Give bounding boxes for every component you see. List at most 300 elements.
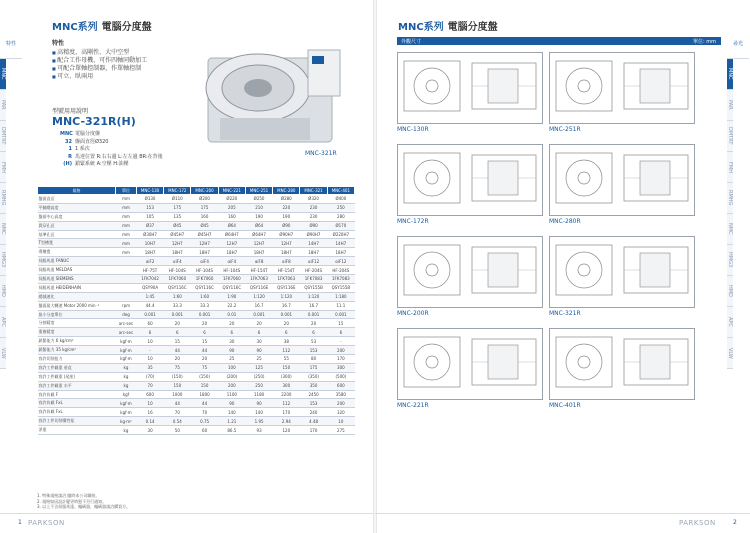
table-header: 規格 (38, 187, 116, 195)
table-cell: HF-154T (273, 266, 300, 275)
table-row (38, 257, 355, 266)
table-cell: 18H7 (136, 248, 163, 257)
brand-name: PARKSON (28, 519, 65, 527)
table-cell: 6 (191, 328, 218, 337)
legend-row (60, 146, 163, 154)
table-row (38, 417, 355, 426)
table-cell: 1FK7083 (327, 275, 354, 284)
table-row (38, 408, 355, 417)
table-cell: 22.2 (218, 301, 245, 310)
model-code: MNC-321R(H) (52, 115, 136, 128)
legend-key: 1 (68, 146, 72, 153)
table-cell: kgf·m (116, 337, 137, 346)
table-cell: 20 (164, 355, 191, 364)
tab-3[interactable]: DMTRT (0, 121, 6, 152)
table-cell: HF-104S (191, 266, 218, 275)
legend-row (60, 161, 163, 169)
tab-2[interactable]: PAR (727, 90, 733, 121)
table-cell: 伺服馬達 HEIDENHAIN (38, 283, 116, 292)
table-cell: 淨重 (38, 426, 116, 435)
table-cell: 150 (191, 381, 218, 390)
table-row (38, 328, 355, 337)
drawing-label: MNC-130R (397, 126, 429, 133)
table-cell: 基準孔徑 (38, 230, 116, 239)
page-number: 2 (733, 519, 737, 526)
table-header: MNC-251 (245, 187, 272, 195)
table-cell: 50 (164, 426, 191, 435)
table-cell: 0.14 (136, 417, 163, 426)
table-cell: 1FK7063 (273, 275, 300, 284)
spec-table (37, 186, 355, 435)
table-cell (116, 257, 137, 266)
table-header: MNC-172 (164, 187, 191, 195)
table-cell: 153 (300, 399, 327, 408)
table-cell: 容許工件載重 (尾座) (38, 372, 116, 381)
tab-4[interactable]: FMH (0, 152, 6, 183)
table-cell: 導槽寬 (38, 248, 116, 257)
table-row (38, 292, 355, 301)
table-cell: αiF8 (273, 257, 300, 266)
table-cell: (70) (136, 372, 163, 381)
table-row (38, 346, 355, 355)
table-cell: 230 (300, 212, 327, 221)
table-cell: αiF8 (245, 257, 272, 266)
table-cell: 6 (164, 328, 191, 337)
table-cell: Ø400 (327, 195, 354, 204)
table-cell: 0.01 (218, 310, 245, 319)
table-cell: 1:180 (327, 292, 354, 301)
table-cell: QSY116C (191, 283, 218, 292)
table-cell: 6 (245, 328, 272, 337)
table-cell: 25 (218, 355, 245, 364)
table-cell: 33.3 (164, 301, 191, 310)
table-cell: QSY116C (164, 283, 191, 292)
table-cell: 175 (164, 203, 191, 212)
table-cell: - (327, 337, 354, 346)
table-cell: 55 (273, 355, 300, 364)
table-cell: 70 (136, 381, 163, 390)
table-cell: kg (116, 426, 137, 435)
left-title: MNC系列 電腦分度盤 (52, 22, 152, 33)
table-row (38, 248, 355, 257)
tab-1[interactable]: MNC (727, 59, 733, 90)
table-cell: 1:45 (136, 292, 163, 301)
table-cell: 20 (245, 319, 272, 328)
table-header: MNC-401 (327, 187, 354, 195)
table-cell: 18H7 (164, 248, 191, 257)
drawing-mnc-280r (549, 144, 695, 216)
legend-text: 電腦分度盤 (75, 131, 101, 137)
tab-8[interactable]: HMD (0, 276, 6, 307)
table-cell: 175 (191, 203, 218, 212)
table-cell: rpm (116, 301, 137, 310)
table-cell: 20 (191, 319, 218, 328)
table-cell: 1FK7042 (136, 275, 163, 284)
table-cell: 190 (273, 212, 300, 221)
table-cell: 16.7 (245, 301, 272, 310)
legend-key: MNC (60, 131, 73, 137)
table-cell: Ø64H7 (245, 230, 272, 239)
table-cell: 12H7 (245, 239, 272, 248)
table-cell: 14H7 (327, 239, 354, 248)
tab-5[interactable]: RMHG (0, 183, 6, 214)
tab-3[interactable]: DMTRT (727, 121, 733, 152)
tab-6[interactable]: NMC (0, 214, 6, 245)
table-cell: 220 (273, 203, 300, 212)
table-cell: 175 (300, 363, 327, 372)
table-row (38, 212, 355, 221)
table-cell: 153 (300, 346, 327, 355)
table-cell: (150) (164, 372, 191, 381)
table-cell: αiF4 (191, 257, 218, 266)
drawing-label: MNC-401R (549, 402, 581, 409)
table-cell: 300 (273, 381, 300, 390)
feature-list (52, 38, 147, 81)
drawing-label: MNC-200R (397, 310, 429, 317)
table-cell: 1:90 (218, 292, 245, 301)
table-cell: 30 (245, 337, 272, 346)
table-row (38, 203, 355, 212)
drawing-mnc-221r (397, 328, 543, 400)
footnote: 1. 特殊規格請洽 隨時本公司聯絡。 (37, 493, 100, 498)
table-cell: 15 (164, 337, 191, 346)
right-title: MNC系列 電腦分度盤 (398, 22, 498, 33)
table-cell: mm (116, 221, 137, 230)
table-cell: 350 (300, 381, 327, 390)
table-cell: 150 (164, 381, 191, 390)
table-cell: - (136, 346, 163, 355)
table-cell: 0.001 (136, 310, 163, 319)
table-cell: 250 (327, 203, 354, 212)
table-cell: 300 (327, 363, 354, 372)
table-cell: 93 (245, 426, 272, 435)
table-row (38, 266, 355, 275)
table-cell: 205 (218, 203, 245, 212)
table-row (38, 319, 355, 328)
tab-5[interactable]: RMHG (727, 183, 733, 214)
table-cell: 伺服馬達 FANUC (38, 257, 116, 266)
table-row (38, 390, 355, 399)
model-legend (60, 131, 163, 169)
table-cell (116, 266, 137, 275)
table-cell: Ø110 (164, 195, 191, 204)
table-cell (116, 275, 137, 284)
table-cell: 鎖緊能力 6 kg/cm² (38, 337, 116, 346)
table-cell: 250 (245, 381, 272, 390)
table-cell: 伺服馬達 SIEMENS (38, 275, 116, 284)
table-cell: 30 (136, 426, 163, 435)
table-cell: Ø64 (245, 221, 272, 230)
table-cell: Ø170 (327, 221, 354, 230)
table-row (38, 239, 355, 248)
table-cell: arc-sec (116, 319, 137, 328)
table-cell: HF-75T (136, 266, 163, 275)
legend-text: 盤面直徑Ø320 (75, 138, 109, 145)
table-cell: 6 (218, 328, 245, 337)
model-heading: 型號用用說明 (52, 108, 89, 115)
table-cell: Ø45 (164, 221, 191, 230)
table-cell (116, 283, 137, 292)
legend-key: 32 (65, 138, 72, 145)
legend-text: 1 系次 (75, 146, 90, 153)
tab-4[interactable]: FMH (727, 152, 733, 183)
table-cell: kg (116, 363, 137, 372)
table-cell: Ø64 (218, 221, 245, 230)
table-cell: 30 (218, 337, 245, 346)
table-cell: 盤面中心高度 (38, 212, 116, 221)
table-cell: 3580 (327, 390, 354, 399)
table-cell: 1100 (218, 390, 245, 399)
table-header: MNC-221 (218, 187, 245, 195)
table-cell: Ø37 (136, 221, 163, 230)
table-cell: QSY116E (245, 283, 272, 292)
table-cell: 容許切削扭力 (38, 355, 116, 364)
tab-7[interactable]: HMG3 (0, 245, 6, 276)
table-row (38, 381, 355, 390)
table-cell: 1:60 (164, 292, 191, 301)
table-cell: 38 (273, 337, 300, 346)
table-row (38, 301, 355, 310)
table-row (38, 337, 355, 346)
tab-9[interactable]: APC (0, 307, 6, 338)
table-cell: HF-104S (164, 266, 191, 275)
table-cell: 2.94 (273, 417, 300, 426)
table-cell: 盤面最大轉速 Motor 2000 min⁻¹ (38, 301, 116, 310)
tab-6[interactable]: NMC (727, 214, 733, 245)
table-cell: Ø90H7 (273, 230, 300, 239)
table-cell: 90 (245, 346, 272, 355)
table-cell: 20 (218, 319, 245, 328)
rotary-table-photo (200, 40, 350, 150)
tab-1[interactable]: MNC (0, 59, 6, 90)
tab-10[interactable]: VLW (727, 338, 733, 369)
table-cell: 75 (191, 363, 218, 372)
table-cell: 6 (136, 328, 163, 337)
table-cell: 鎖緊能力 35 kg/cm² (38, 346, 116, 355)
table-cell: 11.1 (327, 301, 354, 310)
drawing-label: MNC-251R (549, 126, 581, 133)
page-number: 1 (18, 519, 22, 526)
drawing-mnc-200r (397, 236, 543, 308)
table-cell: 10 (136, 355, 163, 364)
table-cell: 200 (327, 399, 354, 408)
table-cell: 1FK7060 (191, 275, 218, 284)
table-cell: 280 (327, 212, 354, 221)
table-cell: 10 (136, 399, 163, 408)
table-cell: 20 (273, 319, 300, 328)
drawing-label: MNC-172R (397, 218, 429, 225)
table-cell: 0.001 (191, 310, 218, 319)
table-cell: 135 (164, 212, 191, 221)
table-cell: kgf·m (116, 355, 137, 364)
table-cell: 44.4 (136, 301, 163, 310)
table-cell: arc-sec (116, 328, 137, 337)
table-cell: kg·m² (116, 417, 137, 426)
table-cell: αiF12 (327, 257, 354, 266)
tab-10[interactable]: VLW (0, 338, 6, 369)
table-cell: Ø90H7 (300, 230, 327, 239)
table-cell: 1.95 (245, 417, 272, 426)
table-cell: 53 (300, 337, 327, 346)
table-cell: Ø45 (191, 221, 218, 230)
table-cell: 150 (273, 363, 300, 372)
table-row (38, 363, 355, 372)
table-cell: (250) (245, 372, 272, 381)
table-cell: 20 (300, 319, 327, 328)
table-cell: 0.001 (273, 310, 300, 319)
right-tab-strip (727, 28, 749, 369)
tab-0[interactable]: 尋光 (727, 28, 749, 59)
table-cell: mm (116, 212, 137, 221)
table-cell: (350) (300, 372, 327, 381)
table-cell: 1FK7060 (164, 275, 191, 284)
drawing-mnc-251r (549, 52, 695, 124)
table-cell: (200) (218, 372, 245, 381)
table-header: MNC-130 (136, 187, 163, 195)
table-cell (116, 292, 137, 301)
table-header: MNC-280 (273, 187, 300, 195)
table-cell: αiF12 (300, 257, 327, 266)
table-cell: 16.7 (300, 301, 327, 310)
table-cell: αiF4 (218, 257, 245, 266)
footnotes (37, 493, 130, 510)
table-cell: 18H7 (273, 248, 300, 257)
table-cell: 125 (245, 363, 272, 372)
table-cell: 120 (273, 426, 300, 435)
table-cell: Ø130 (136, 195, 163, 204)
table-cell: 1180 (245, 390, 272, 399)
table-cell: 1800 (191, 390, 218, 399)
table-cell: 140 (218, 408, 245, 417)
legend-key: (H) (63, 161, 72, 168)
table-cell: 20 (191, 355, 218, 364)
table-cell: 容許工件載重 垂直 (38, 363, 116, 372)
table-cell: 320 (327, 408, 354, 417)
table-cell: 160 (191, 212, 218, 221)
table-cell: 90 (218, 399, 245, 408)
table-cell: 600 (136, 390, 163, 399)
table-cell: 14H7 (300, 239, 327, 248)
table-cell: 6 (327, 328, 354, 337)
table-cell: mm (116, 239, 137, 248)
table-cell: HF-104S (218, 266, 245, 275)
table-header: 單位 (116, 187, 137, 195)
table-cell: 70 (164, 408, 191, 417)
table-cell: 10 (136, 337, 163, 346)
table-cell: 1FK7060 (218, 275, 245, 284)
table-cell: QSY155B (300, 283, 327, 292)
table-cell: 12H7 (273, 239, 300, 248)
table-cell: Ø280 (273, 195, 300, 204)
table-cell: 170 (327, 355, 354, 364)
table-row (38, 372, 355, 381)
table-cell: 75 (164, 363, 191, 372)
table-cell: 容許工件載重 水平 (38, 381, 116, 390)
feature-item: ■ 配合工作母機，可作四軸同動加工 (52, 57, 147, 65)
table-cell: QSY116E (273, 283, 300, 292)
table-cell: Ø45H7 (164, 230, 191, 239)
table-cell: 230 (300, 203, 327, 212)
table-cell: 0.54 (164, 417, 191, 426)
tab-9[interactable]: APC (727, 307, 733, 338)
table-cell: 12H7 (218, 239, 245, 248)
table-cell: 0.001 (300, 310, 327, 319)
left-footer (0, 513, 375, 533)
table-cell: 重複精度 (38, 328, 116, 337)
table-cell: 35 (136, 363, 163, 372)
table-cell: mm (116, 203, 137, 212)
table-cell: 容許負載 FxL (38, 399, 116, 408)
table-cell: 總減速比 (38, 292, 116, 301)
right-footer (375, 513, 750, 533)
right-page (375, 0, 750, 533)
table-cell: kgf·m (116, 346, 137, 355)
table-cell: 1FK7083 (300, 275, 327, 284)
table-cell: kg (116, 372, 137, 381)
table-cell: (150) (191, 372, 218, 381)
tab-7[interactable]: HMG3 (727, 245, 733, 276)
table-cell: Ø220 (218, 195, 245, 204)
drawing-label: MNC-321R (549, 310, 581, 317)
table-cell: 16.7 (273, 301, 300, 310)
table-cell: 盤面直徑 (38, 195, 116, 204)
table-cell: kgf·m (116, 399, 137, 408)
table-cell: Ø220H7 (327, 230, 354, 239)
table-cell: Ø30H7 (136, 230, 163, 239)
table-cell: 6 (300, 328, 327, 337)
table-row (38, 221, 355, 230)
table-cell: 20 (164, 319, 191, 328)
table-cell: 44 (191, 346, 218, 355)
table-row (38, 310, 355, 319)
table-cell: 2200 (273, 390, 300, 399)
table-cell: 100 (218, 363, 245, 372)
table-cell: 86.5 (218, 426, 245, 435)
table-cell: 容許負載 F (38, 390, 116, 399)
table-cell: Ø250 (245, 195, 272, 204)
table-cell: 1000 (164, 390, 191, 399)
table-cell: 0.001 (245, 310, 272, 319)
table-cell: mm (116, 230, 137, 239)
tab-8[interactable]: HMD (727, 276, 733, 307)
table-cell: HF-204S (300, 266, 327, 275)
table-cell: 2450 (300, 390, 327, 399)
table-cell: Ø45H7 (191, 230, 218, 239)
table-cell: mm (116, 248, 137, 257)
table-cell: HF-204S (327, 266, 354, 275)
table-cell: 33.3 (191, 301, 218, 310)
table-cell: 160 (218, 212, 245, 221)
tab-0[interactable]: 特性 (0, 28, 22, 59)
table-cell: QSY90A (136, 283, 163, 292)
table-cell: 0.75 (191, 417, 218, 426)
table-cell: 4.48 (300, 417, 327, 426)
table-cell: αiF4 (164, 257, 191, 266)
table-cell: 170 (300, 426, 327, 435)
tab-2[interactable]: PAR (0, 90, 6, 121)
drawing-mnc-172r (397, 144, 543, 216)
table-row (38, 426, 355, 435)
table-cell: 18H7 (245, 248, 272, 257)
legend-key: R (68, 153, 72, 160)
table-cell: αiF2 (136, 257, 163, 266)
table-cell: 最小分度單位 (38, 310, 116, 319)
footnote: 3. 以上不含伺服馬達、編碼器，編碼器請洽購買方。 (37, 504, 131, 509)
drawing-mnc-321r (549, 236, 695, 308)
table-cell: 平躺總高度 (38, 203, 116, 212)
table-cell: mm (116, 195, 137, 204)
table-cell: kgf (116, 390, 137, 399)
